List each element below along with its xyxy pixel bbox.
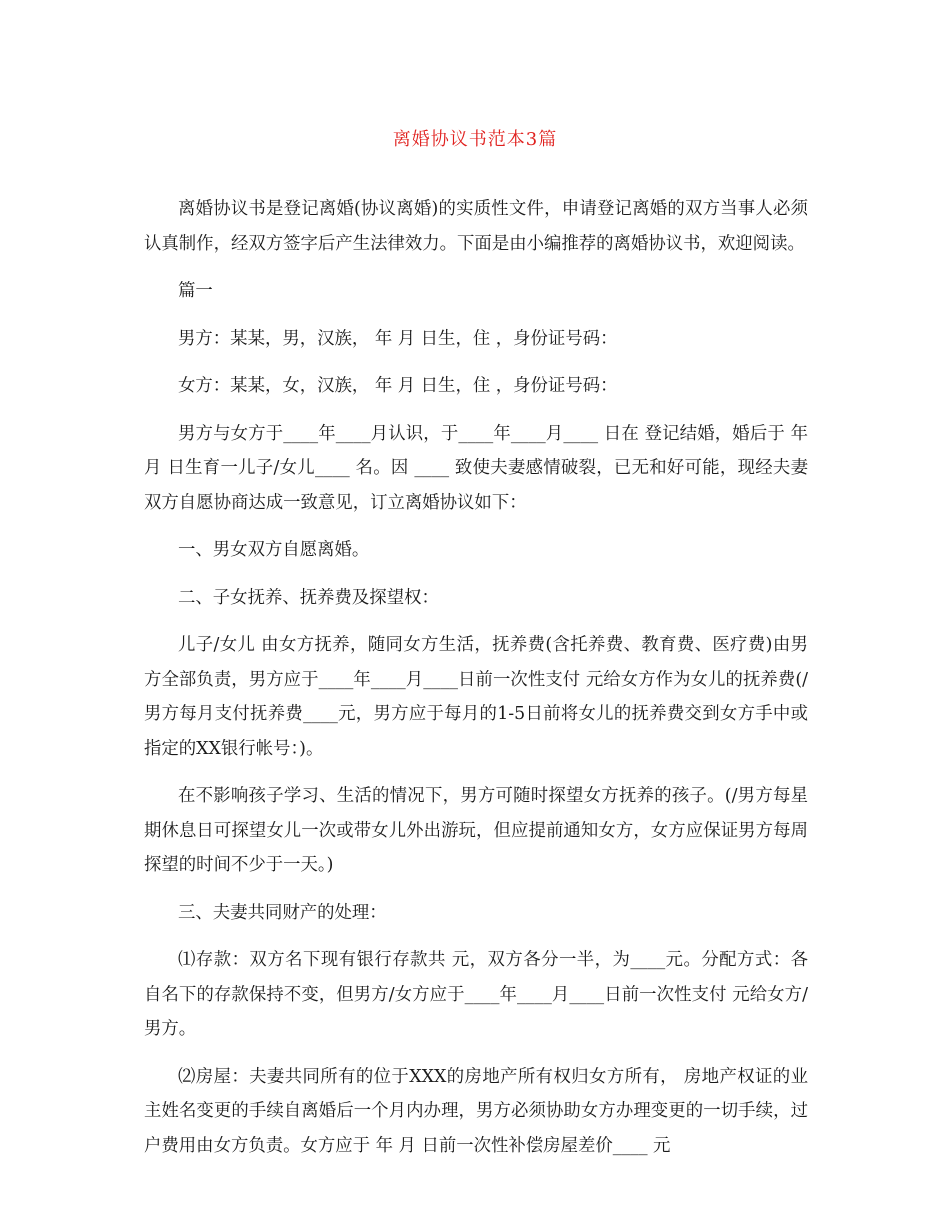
clause-two-heading: 二、子女抚养、抚养费及探望权： <box>178 587 439 608</box>
document-body <box>144 192 808 1176</box>
savings-paragraph: ⑴存款：双方名下现有银行存款共 元，双方各分一半，为____元。分配方式：各自名下的存款保持不变，但男方/女方应于____年____月____日前一次性支付 元给女方/男方。 <box>144 950 808 1039</box>
party-female-line: 女方：某某，女，汉族， 年 月 日生，住 ，身份证号码： <box>178 376 618 396</box>
clause-three-heading: 三、夫妻共同财产的处理： <box>178 902 387 923</box>
marriage-background-paragraph: 男方与女方于____年____月认识，于____年____月____ 日在 登记结婚，婚后于 年 月 日生育一儿子/女儿____ 名。因 ____ 致使夫妻感情破裂，已无和好可能，现经夫妻双方自愿协商达成一致意见，订立离婚协议如下： <box>144 423 808 513</box>
property-paragraph: ⑵房屋：夫妻共同所有的位于XXX的房地产所有权归女方所有， 房地产权证的业主姓名变更的手续自离婚后一个月内办理，男方必须协助女方办理变更的一切手续，过户费用由女方负责。女方应于 年 月 日前一次性补偿房屋差价____ 元 <box>144 1066 808 1156</box>
clause-one-heading: 一、男女双方自愿离婚。 <box>178 540 370 560</box>
party-male-line: 男方：某某，男，汉族， 年 月 日生，住 ，身份证号码： <box>178 328 618 349</box>
visitation-paragraph: 在不影响孩子学习、生活的情况下，男方可随时探望女方抚养的孩子。(/男方每星期休息日可探望女儿一次或带女儿外出游玩，但应提前通知女方，女方应保证男方每周探望的时间不少于一天。) <box>144 786 808 875</box>
intro-paragraph: 离婚协议书是登记离婚(协议离婚)的实质性文件，申请登记离婚的双方当事人必须认真制作，经双方签字后产生法律效力。下面是由小编推荐的离婚协议书，欢迎阅读。 <box>144 199 808 254</box>
child-support-paragraph: 儿子/女儿 由女方抚养，随同女方生活，抚养费(含托养费、教育费、医疗费)由男方全部负责，男方应于____年____月____日前一次性支付 元给女方作为女儿的抚养费(/男方每月支付抚养费____元，男方应于每月的1-5日前将女儿的抚养费交到女方手中或指定的XX银行帐号：)。 <box>144 635 808 759</box>
document-title: 离婚协议书范本3篇 <box>392 129 558 150</box>
section-heading-part-one: 篇一 <box>178 281 213 301</box>
